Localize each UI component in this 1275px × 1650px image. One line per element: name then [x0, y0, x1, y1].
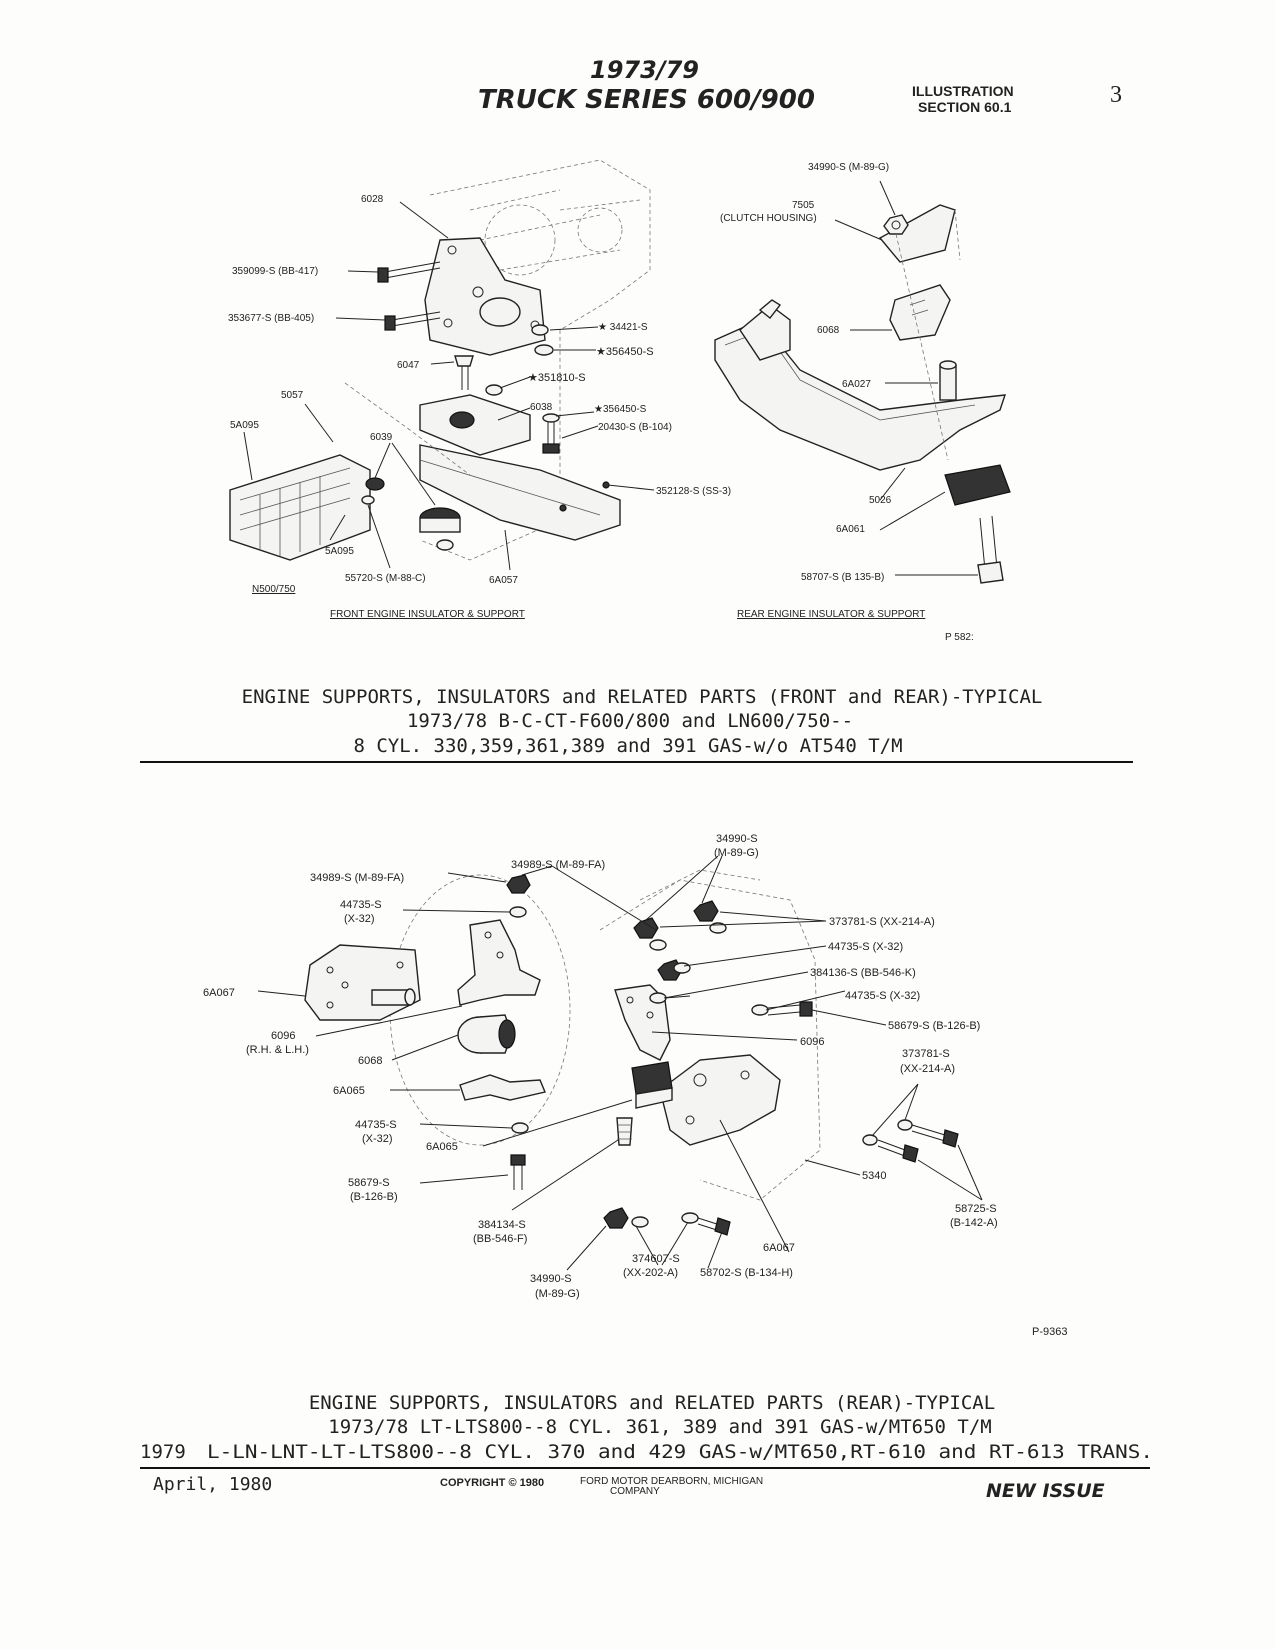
label-58679-right: 58679-S (B-126-B) — [888, 1020, 981, 1032]
label-356450-bottom: ★356450-S — [594, 404, 647, 415]
label-34990-top: 34990-S (M-89-G) — [808, 162, 890, 173]
label-6096-left-spec: (R.H. & L.H.) — [246, 1044, 309, 1056]
label-6A065-b: 6A065 — [426, 1141, 458, 1153]
label-44735-b: 44735-S (X-32) — [828, 941, 904, 953]
label-58679-left-spec: (B-126-B) — [350, 1191, 398, 1203]
label-6028: 6028 — [361, 194, 384, 205]
label-373781-b: 373781-S — [902, 1048, 950, 1060]
label-34421: ★ 34421-S — [598, 322, 648, 333]
label-6A067-left: 6A067 — [203, 987, 235, 999]
label-clutch-housing: (CLUTCH HOUSING) — [720, 213, 817, 224]
label-44735-d-spec: (X-32) — [362, 1133, 393, 1145]
label-6A057: 6A057 — [489, 575, 518, 586]
figure1-caption-line2: 1973/78 B-C-CT-F600/800 and LN600/750-- — [406, 710, 854, 732]
figure2-caption-line3: L-LN-LNT-LT-LTS800--8 CYL. 370 and 429 GAS-w/MT650,RT-610 and RT-613 TRANS. — [207, 1441, 1153, 1463]
label-44735-d: 44735-S — [355, 1119, 397, 1131]
label-374607-spec: (XX-202-A) — [623, 1267, 679, 1279]
header-section: SECTION 60.1 — [918, 99, 1012, 115]
header-series: TRUCK SERIES 600/900 — [478, 85, 815, 115]
figure1-caption-line3: 8 CYL. 330,359,361,389 and 391 GAS-w/o AT540 T/M — [353, 735, 903, 757]
label-34990-top-spec: (M-89-G) — [714, 847, 759, 859]
footer-issue: NEW ISSUE — [986, 1480, 1105, 1502]
label-359099: 359099-S (BB-417) — [232, 266, 319, 277]
figure2-caption-line1: ENGINE SUPPORTS, INSULATORS and RELATED PARTS (REAR)-TYPICAL — [308, 1392, 996, 1414]
label-N500-750: N500/750 — [252, 584, 296, 595]
label-58707: 58707-S (B 135-B) — [801, 572, 885, 583]
front-engine-drawing — [230, 160, 654, 570]
label-44735-a: 44735-S — [340, 899, 382, 911]
label-351810: ★351810-S — [528, 372, 586, 384]
footer-copyright: COPYRIGHT © 1980 — [440, 1477, 545, 1489]
figure2-caption-line2: 1973/78 LT-LTS800--8 CYL. 361, 389 and 391 GAS-w/MT650 T/M — [328, 1416, 992, 1438]
page-number: 3 — [1110, 82, 1122, 108]
label-58725-spec: (B-142-A) — [950, 1217, 998, 1229]
label-34989-top: 34989-S (M-89-FA) — [511, 859, 606, 871]
label-58702: 58702-S (B-134-H) — [700, 1267, 793, 1279]
rear-support-caption: REAR ENGINE INSULATOR & SUPPORT — [737, 609, 926, 620]
label-58679-left: 58679-S — [348, 1177, 390, 1189]
figure1-caption-line1: ENGINE SUPPORTS, INSULATORS and RELATED PARTS (FRONT and REAR)-TYPICAL — [241, 686, 1043, 708]
label-384134-spec: (BB-546-F) — [473, 1233, 528, 1245]
label-6068: 6068 — [358, 1055, 383, 1067]
label-58725: 58725-S — [955, 1203, 997, 1215]
label-384134: 384134-S — [478, 1219, 526, 1231]
figure1-reference: P 582: — [945, 632, 974, 643]
label-6047: 6047 — [397, 360, 420, 371]
label-374607: 374607-S — [632, 1253, 680, 1265]
label-5057: 5057 — [281, 390, 304, 401]
label-6A065-a: 6A065 — [333, 1085, 365, 1097]
label-55720: 55720-S (M-88-C) — [345, 573, 426, 584]
label-5340: 5340 — [862, 1170, 887, 1182]
figure2-reference: P-9363 — [1032, 1326, 1068, 1338]
label-5A095-top: 5A095 — [230, 420, 259, 431]
label-353677: 353677-S (BB-405) — [228, 313, 315, 324]
label-7505: 7505 — [792, 200, 815, 211]
label-384136: 384136-S (BB-546-K) — [810, 967, 916, 979]
footer-date: April, 1980 — [153, 1474, 273, 1495]
front-support-caption: FRONT ENGINE INSULATOR & SUPPORT — [330, 609, 525, 620]
label-5A095-bottom: 5A095 — [325, 546, 354, 557]
label-373781-b-spec: (XX-214-A) — [900, 1063, 956, 1075]
label-34990-bottom: 34990-S — [530, 1273, 572, 1285]
label-44735-a-spec: (X-32) — [344, 913, 375, 925]
label-5026: 5026 — [869, 495, 892, 506]
label-34989-left: 34989-S (M-89-FA) — [310, 872, 405, 884]
label-6068-top: 6068 — [817, 325, 840, 336]
label-6096-left: 6096 — [271, 1030, 296, 1042]
label-6A067-right: 6A067 — [763, 1242, 795, 1254]
label-34990-top: 34990-S — [716, 833, 758, 845]
footer-company-line2: COMPANY — [610, 1486, 660, 1497]
label-356450-top: ★356450-S — [596, 346, 654, 358]
header-illustration: ILLUSTRATION — [912, 83, 1014, 99]
label-20430: 20430-S (B-104) — [598, 422, 672, 433]
label-352128: 352128-S (SS-3) — [656, 486, 732, 497]
footer-company: FORD MOTOR DEARBORN, MICHIGAN — [580, 1476, 764, 1487]
label-6A027: 6A027 — [842, 379, 871, 390]
label-6096-right: 6096 — [800, 1036, 825, 1048]
label-373781-a: 373781-S (XX-214-A) — [829, 916, 935, 928]
label-6039: 6039 — [370, 432, 393, 443]
label-6038: 6038 — [530, 402, 553, 413]
figure2-caption-year: 1979 — [140, 1441, 186, 1463]
label-44735-c: 44735-S (X-32) — [845, 990, 921, 1002]
label-34990-bottom-spec: (M-89-G) — [535, 1288, 580, 1300]
label-6A061: 6A061 — [836, 524, 865, 535]
header-years: 1973/79 — [590, 56, 699, 84]
